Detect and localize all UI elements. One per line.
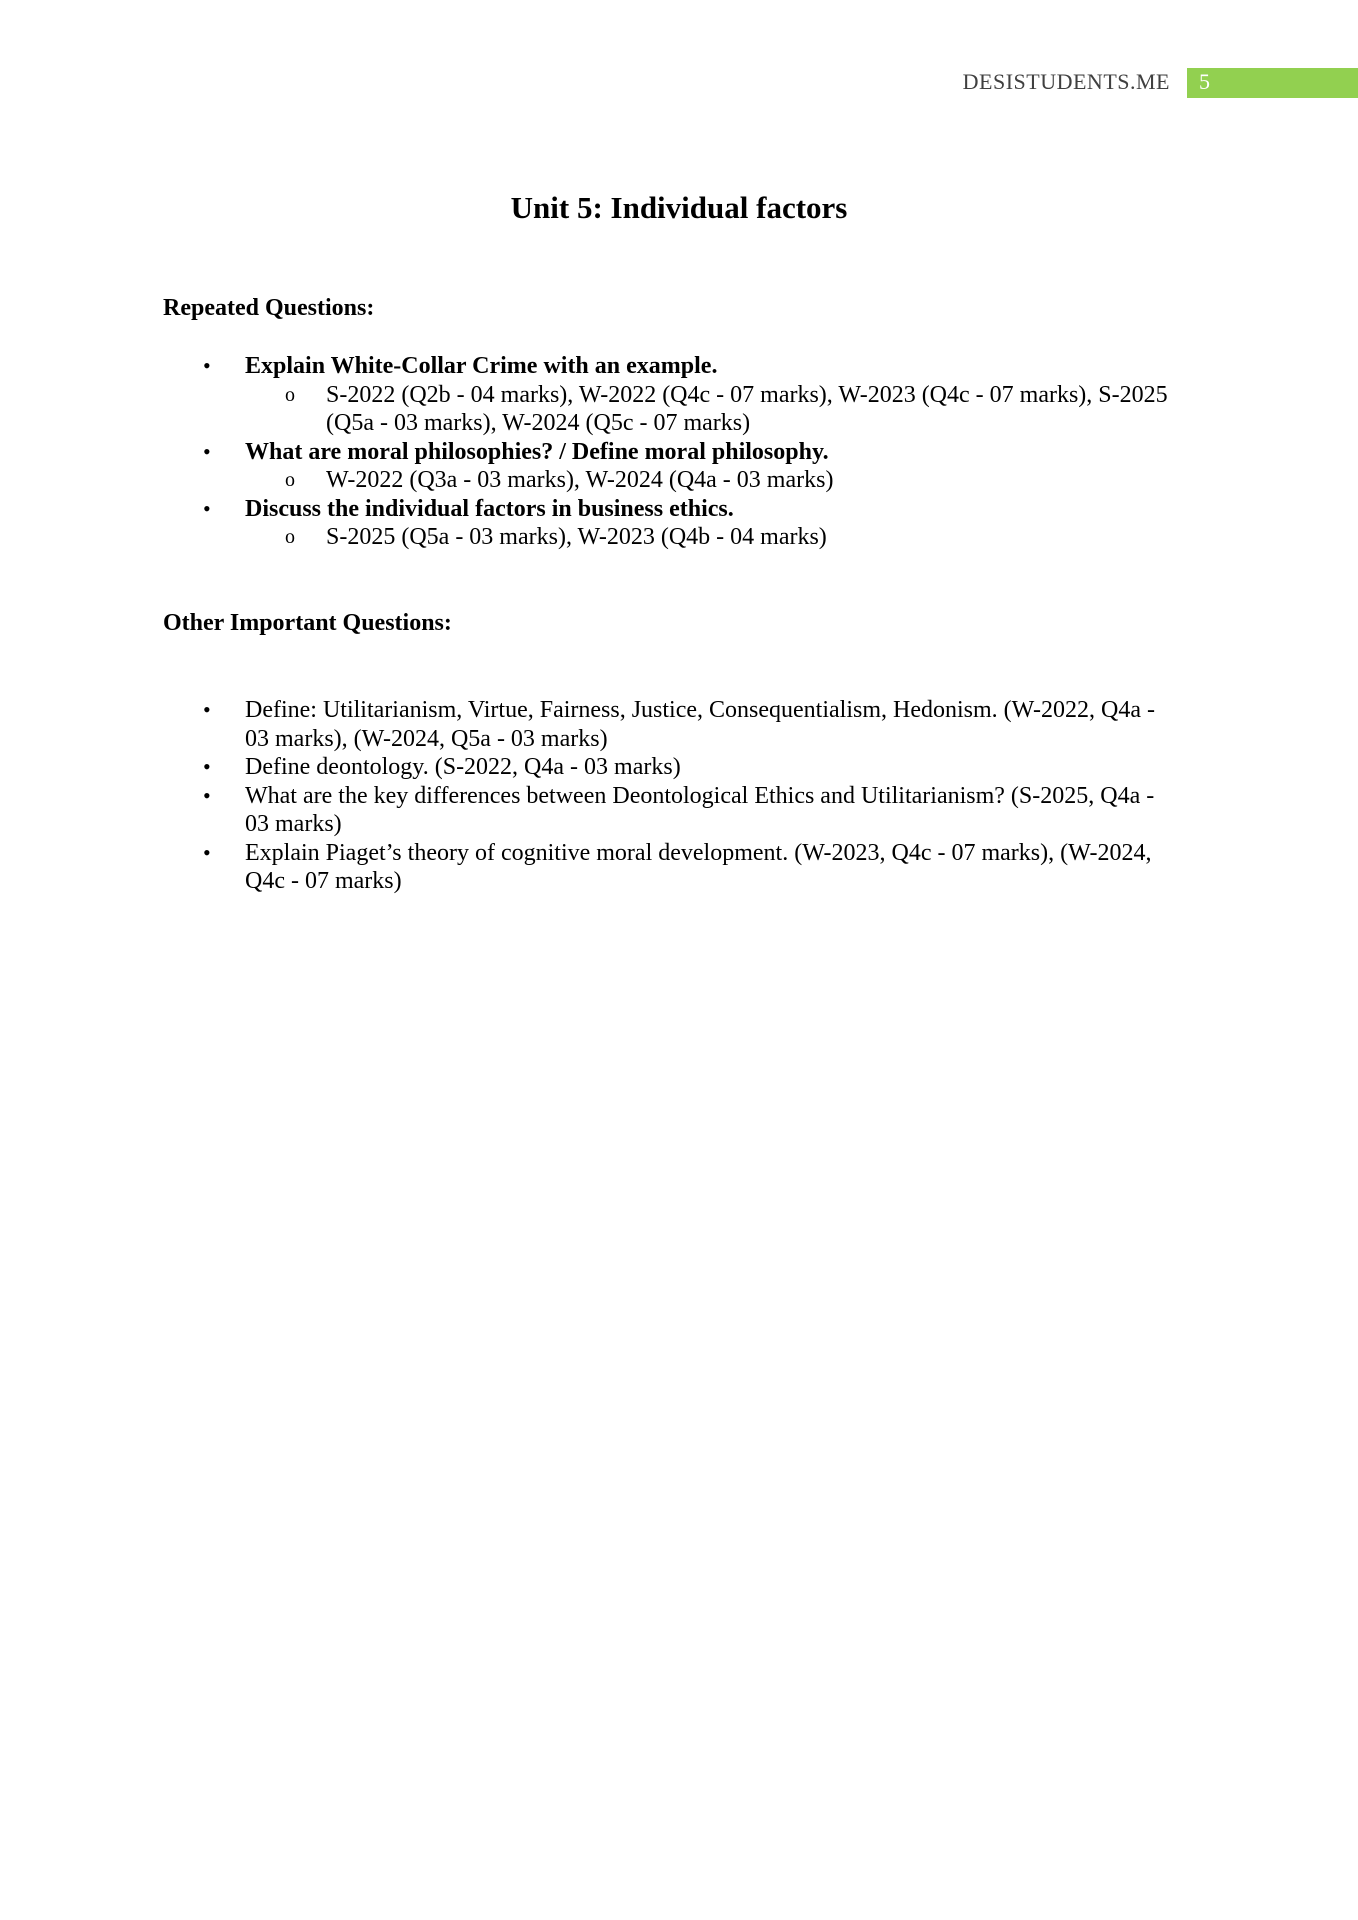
bullet-dot-icon: •: [203, 697, 211, 722]
list-item: [163, 782, 1183, 839]
question-text: What are the key differences between Deontological Ethics and Utilitarianism? (S-2025, Q4a - 03 marks): [245, 782, 1155, 837]
list-item: [163, 495, 1183, 552]
bullet-dot-icon: •: [203, 839, 211, 865]
list-item: [163, 696, 1183, 753]
page-number: 5: [1199, 69, 1210, 94]
repeated-questions-list: [163, 352, 1183, 552]
question-text: Define: Utilitarianism, Virtue, Fairness, Justice, Consequentialism, Hedonism. (W-2022, Q4a - 03 marks), (W-2024, Q5a - 03 marks): [245, 697, 1155, 752]
question-details: S-2025 (Q5a - 03 marks), W-2023 (Q4b - 04 marks): [326, 524, 827, 550]
sub-list-item: [245, 523, 1183, 552]
bullet-circle-icon: o: [285, 526, 295, 548]
question-details: W-2022 (Q3a - 03 marks), W-2024 (Q4a - 03 marks): [326, 467, 834, 493]
question-details: S-2022 (Q2b - 04 marks), W-2022 (Q4c - 07 marks), W-2023 (Q4c - 07 marks), S-2025 (Q5a - 03 marks), W-2024 (Q5c - 07 marks): [326, 381, 1168, 436]
bullet-dot-icon: •: [203, 754, 211, 779]
bullet-dot-icon: •: [203, 438, 211, 464]
list-item: [163, 352, 1183, 438]
bullet-dot-icon: •: [203, 495, 211, 521]
bullet-dot-icon: •: [203, 782, 211, 808]
sub-list-item: [245, 466, 1183, 495]
other-questions-heading: Other Important Questions:: [163, 610, 452, 636]
sub-list: [245, 381, 1183, 438]
list-item: [163, 753, 1183, 782]
question-text: Explain White-Collar Crime with an example.: [245, 353, 718, 379]
repeated-questions-heading: Repeated Questions:: [163, 295, 375, 321]
question-text: What are moral philosophies? / Define moral philosophy.: [245, 438, 829, 465]
list-item: [163, 839, 1183, 896]
sub-list-item: [245, 381, 1183, 438]
list-item: [163, 438, 1183, 495]
header-page-box: [1187, 68, 1358, 98]
sub-list: [245, 466, 1183, 495]
sub-list: [245, 523, 1183, 552]
question-text: Discuss the individual factors in business ethics.: [245, 495, 734, 522]
question-text: Define deontology. (S-2022, Q4a - 03 marks): [245, 754, 681, 780]
header-site-name: DESISTUDENTS.ME: [962, 69, 1170, 94]
bullet-circle-icon: o: [285, 469, 295, 491]
page-title-text: Unit 5: Individual factors: [510, 190, 848, 225]
question-text: Explain Piaget’s theory of cognitive moral development. (W-2023, Q4c - 07 marks), (W-2024, Q4c - 07 marks): [245, 839, 1152, 894]
bullet-circle-icon: o: [285, 383, 295, 406]
page-title: [0, 190, 1358, 226]
other-questions-list: [163, 696, 1183, 896]
bullet-dot-icon: •: [203, 353, 211, 378]
